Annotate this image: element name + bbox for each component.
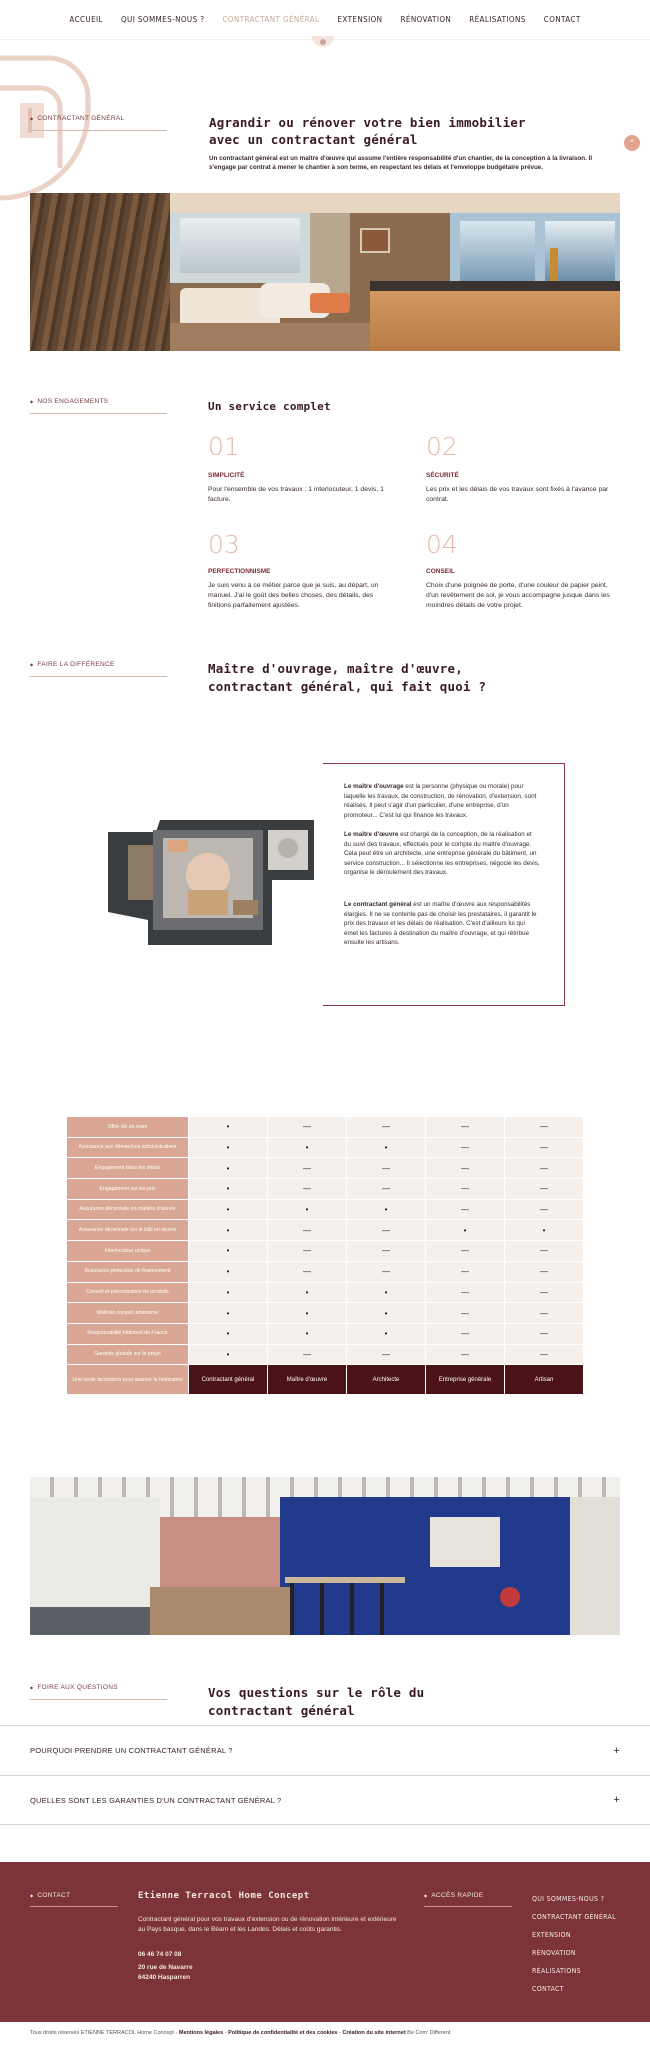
floor-plan-image [108,820,314,945]
table-cell: — [347,1220,425,1240]
nav-item-extension[interactable]: EXTENSION [337,15,383,24]
table-cell: — [505,1324,583,1344]
table-cell: • [189,1138,267,1158]
table-row [67,1283,583,1303]
hero-image-living-room [30,193,620,351]
definition-text: est un maître d'œuvre aux responsabilités élargies. Il ne se contente pas de choisir les prestataires, il garantit le prix des travaux et les délais de réalisation. C'est d'ailleurs lui qui émet les factures à destination du maître d'ouvrage, et qui rétribue ensuite les artisans. [344,901,537,946]
feature-number-1: 01 [208,432,240,461]
table-row [67,1200,583,1220]
row-label: Engagement dans les délais [67,1158,188,1178]
separator: - [337,2030,343,2036]
table-cell: — [347,1179,425,1199]
feature-title-3: PERFECTIONNISME [208,568,271,575]
feature-number-3: 03 [208,530,240,559]
table-cell: • [347,1324,425,1344]
faq-title-line1: Vos questions sur le rôle du [208,1685,425,1700]
definition-text: est la personne (physique ou morale) pour laquelle les travaux, de construction, de rénovation, d'extension, sont réalisés. Il peut s'agir d'un particulier, d'une entreprise, d'un promoteur... C'est lui qui finance les travaux. [344,783,537,819]
legal-link[interactable]: Mentions légales [178,2030,224,2036]
site-footer [0,1862,650,2022]
difference-title-line2: contractant général, qui fait quoi ? [208,679,487,694]
table-cell: — [426,1138,504,1158]
table-cell: • [347,1200,425,1220]
table-cell: — [426,1345,504,1365]
feature-text-3: Je suis venu à ce métier parce que je suis, au départ, un manuel. J'ai le goût des belles choses, des détails, des finitions parfaitement ajustées. [208,582,379,609]
row-label: Assurance décennale sur le bâti en œuvre [67,1220,188,1240]
footer-quick-label: ◆ ACCÈS RAPIDE [424,1892,483,1899]
copyright-bar [30,2030,450,2036]
definition-maitre-oeuvre [344,830,540,878]
table-cell: — [268,1345,346,1365]
table-cell: — [505,1283,583,1303]
table-cell: — [426,1283,504,1303]
feature-title-2: SÉCURITÉ [426,472,459,479]
scroll-top-button[interactable] [624,135,640,151]
comparison-table [67,1117,583,1395]
definition-text: est chargé de la conception, de la réalisation et du suivi des travaux, effectués pour le compte du maître d'ouvrage. Cela peut être un architecte, une entreprise générale du bâtiment, un service construction... Il sélectionne les entreprises, négocie les devis, organise le déroulement des travaux. [344,831,540,876]
row-label: Assistance aux démarches administratives [67,1138,188,1158]
table-cell: • [189,1117,267,1137]
faq-title-line2: contractant général [208,1703,355,1718]
table-cell: — [268,1117,346,1137]
table-cell: • [189,1158,267,1178]
logo-mark-dot [320,39,326,45]
feature-text-4: Choix d'une poignée de porte, d'une couleur de papier peint, d'un revêtement de sol, je vous accompagne jusque dans les moindres détails de votre projet. [426,582,610,609]
definition-maitre-ouvrage [344,782,540,820]
table-cell: — [347,1262,425,1282]
table-row [67,1117,583,1137]
table-cell: — [426,1158,504,1178]
table-row [67,1345,583,1365]
table-cell: — [268,1241,346,1261]
table-cell: — [268,1179,346,1199]
table-cell: — [347,1345,425,1365]
footer-link-renovation[interactable]: RÉNOVATION [532,1949,576,1957]
footer-contact-label: ◆ CONTACT [30,1892,70,1899]
definition-contractant [344,900,540,948]
creation-link[interactable]: Création du site internet [342,2030,406,2036]
section-label-faq: ◆ FOIRE AUX QUESTIONS [30,1684,167,1700]
footer-link-extension[interactable]: EXTENSION [532,1931,571,1939]
row-label: Assurance décennale en matière d'œuvre [67,1200,188,1220]
table-cell: — [426,1241,504,1261]
table-cell: — [426,1262,504,1282]
faq-item-1[interactable] [0,1725,650,1775]
table-cell: • [347,1138,425,1158]
main-nav [0,0,650,40]
row-label: Interlocuteur unique [67,1241,188,1261]
nav-item-accueil[interactable]: ACCUEIL [69,15,103,24]
table-cell: — [505,1345,583,1365]
definition-term: Le maître d'ouvrage [344,783,404,790]
nav-item-renovation[interactable]: RÉNOVATION [400,15,452,24]
definition-term: Le maître d'œuvre [344,831,399,838]
table-cell: • [189,1220,267,1240]
row-label: Engagement sur les prix [67,1179,188,1199]
table-row [67,1179,583,1199]
table-cell: — [505,1200,583,1220]
feature-title-1: SIMPLICITÉ [208,472,245,479]
restaurant-image [30,1477,620,1635]
feature-number-2: 02 [426,432,458,461]
table-cell: • [426,1220,504,1240]
table-cell: — [505,1117,583,1137]
column-header: Architecte [347,1365,425,1394]
nav-item-qui-sommes-nous[interactable]: QUI SOMMES-NOUS ? [120,15,205,24]
table-cell: • [347,1303,425,1323]
table-cell: • [189,1241,267,1261]
table-cell: • [268,1138,346,1158]
separator: - [223,2030,229,2036]
table-cell: — [426,1303,504,1323]
section-label-contractant: ◆ CONTRACTANT GÉNÉRAL [30,115,167,131]
table-row [67,1220,583,1240]
feature-text-1: Pour l'ensemble de vos travaux : 1 interlocuteur, 1 devis, 1 facture. [208,486,384,503]
table-cell: • [268,1283,346,1303]
table-cell: • [505,1220,583,1240]
faq-question: POURQUOI PRENDRE UN CONTRACTANT GÉNÉRAL ? [30,1746,233,1755]
table-cell: • [189,1179,267,1199]
definition-term: Le contractant général [344,901,412,908]
column-header: Entreprise générale [426,1365,504,1394]
table-cell: — [347,1241,425,1261]
table-row [67,1324,583,1344]
table-cell: — [505,1138,583,1158]
table-cell: — [426,1179,504,1199]
definitions-box [323,763,565,1006]
table-cell: — [505,1262,583,1282]
feature-number-4: 04 [426,530,458,559]
table-row [67,1303,583,1323]
table-cell: — [426,1200,504,1220]
feature-text-2: Les prix et les délais de vos travaux sont fixés à l'avance par contrat. [426,486,609,503]
footer-address-line2: 64240 Hasparren [138,1974,191,1981]
feature-title-4: CONSEIL [426,568,455,575]
footer-quick-links [532,1890,616,1998]
footer-phone[interactable]: 06 46 74 07 08 [138,1951,182,1958]
row-label: Offre clé en main [67,1117,188,1137]
privacy-link[interactable]: Politique de confidentialité et des cookies [228,2030,338,2036]
plus-icon: + [613,1794,620,1806]
table-cell: • [268,1303,346,1323]
table-cell: • [268,1324,346,1344]
footer-address-line1: 20 rue de Navarre [138,1964,193,1971]
table-row [67,1241,583,1261]
faq-item-2[interactable] [0,1775,650,1825]
table-row [67,1158,583,1178]
nav-item-contact[interactable]: CONTACT [543,15,581,24]
table-cell: — [347,1117,425,1137]
footer-company-name: Etienne Terracol Home Concept [138,1891,310,1901]
row-label: Une seule facturation pour assurer la réalisation [67,1365,188,1394]
table-cell: — [505,1241,583,1261]
table-cell: • [189,1345,267,1365]
table-cell: — [505,1179,583,1199]
table-cell: — [426,1117,504,1137]
row-label: Maîtrise conseil urbanisme [67,1303,188,1323]
footer-description: Contractant général pour vos travaux d'extension ou de rénovation intérieure et extérieure au Pays basque, dans le Béarn et les Landes. Délais et coûts garantis. [138,1916,397,1933]
table-cell: — [347,1158,425,1178]
faq-question: QUELLES SONT LES GARANTIES D'UN CONTRACTANT GÉNÉRAL ? [30,1795,282,1805]
nav-item-contractant-general[interactable]: CONTRACTANT GÉNÉRAL [222,15,320,24]
footer-link-contractant-general[interactable]: CONTRACTANT GÉNÉRAL [532,1913,616,1921]
nav-item-realisations[interactable]: RÉALISATIONS [469,15,526,24]
chevron-up-icon: ⌃ [628,138,636,148]
row-label: Responsabilité bâtiment de France [67,1324,188,1344]
hero-intro: Un contractant général est un maître d'œuvre qui assume l'entière responsabilité d'un chantier, de la conception à la livraison. Il s'engage par contrat à mener le chantier à son terme, en respectant les délais et l'enveloppe budgétaire prévue. [209,155,593,171]
section-label-engagements: ◆ NOS ENGAGEMENTS [30,398,167,414]
table-row [67,1138,583,1158]
table-cell: • [189,1303,267,1323]
table-cell: • [189,1200,267,1220]
table-cell: — [426,1324,504,1344]
section-label-difference: ◆ FAIRE LA DIFFÉRENCE [30,661,167,677]
credit-text: Be Com' Different [405,2030,451,2036]
table-cell: • [347,1283,425,1303]
table-cell: • [189,1262,267,1282]
copyright-text: Tous droits réservés ETIENNE TERRACOL Home Concept - [30,2030,179,2036]
divider [30,1906,118,1907]
table-cell: — [268,1158,346,1178]
row-label: Assurance protection de financement [67,1262,188,1282]
difference-title-line1: Maître d'ouvrage, maître d'œuvre, [208,661,463,676]
row-label: Garantie globale sur le projet [67,1345,188,1365]
plus-icon: + [613,1744,620,1757]
table-cell: • [189,1324,267,1344]
column-header: Maître d'œuvre [268,1365,346,1394]
table-cell: — [505,1303,583,1323]
table-cell: — [268,1220,346,1240]
hero-title-line2: avec un contractant général [209,132,418,147]
footer-link-contact[interactable]: CONTACT [532,1985,564,1993]
table-cell: — [268,1262,346,1282]
footer-link-realisations[interactable]: RÉALISATIONS [532,1967,581,1975]
footer-link-qui-sommes-nous[interactable]: QUI SOMMES-NOUS ? [532,1895,605,1903]
row-label: Conseil et préconisation de produits [67,1283,188,1303]
table-cell: — [505,1158,583,1178]
table-cell: • [268,1200,346,1220]
column-header: Contractant général [189,1365,267,1394]
table-cell: • [189,1283,267,1303]
divider [424,1906,512,1907]
engagements-title: Un service complet [208,400,331,413]
table-row [67,1262,583,1282]
column-header: Artisan [505,1365,583,1394]
table-header-row [67,1365,583,1394]
hero-title-line1: Agrandir ou rénover votre bien immobilier [209,115,526,130]
